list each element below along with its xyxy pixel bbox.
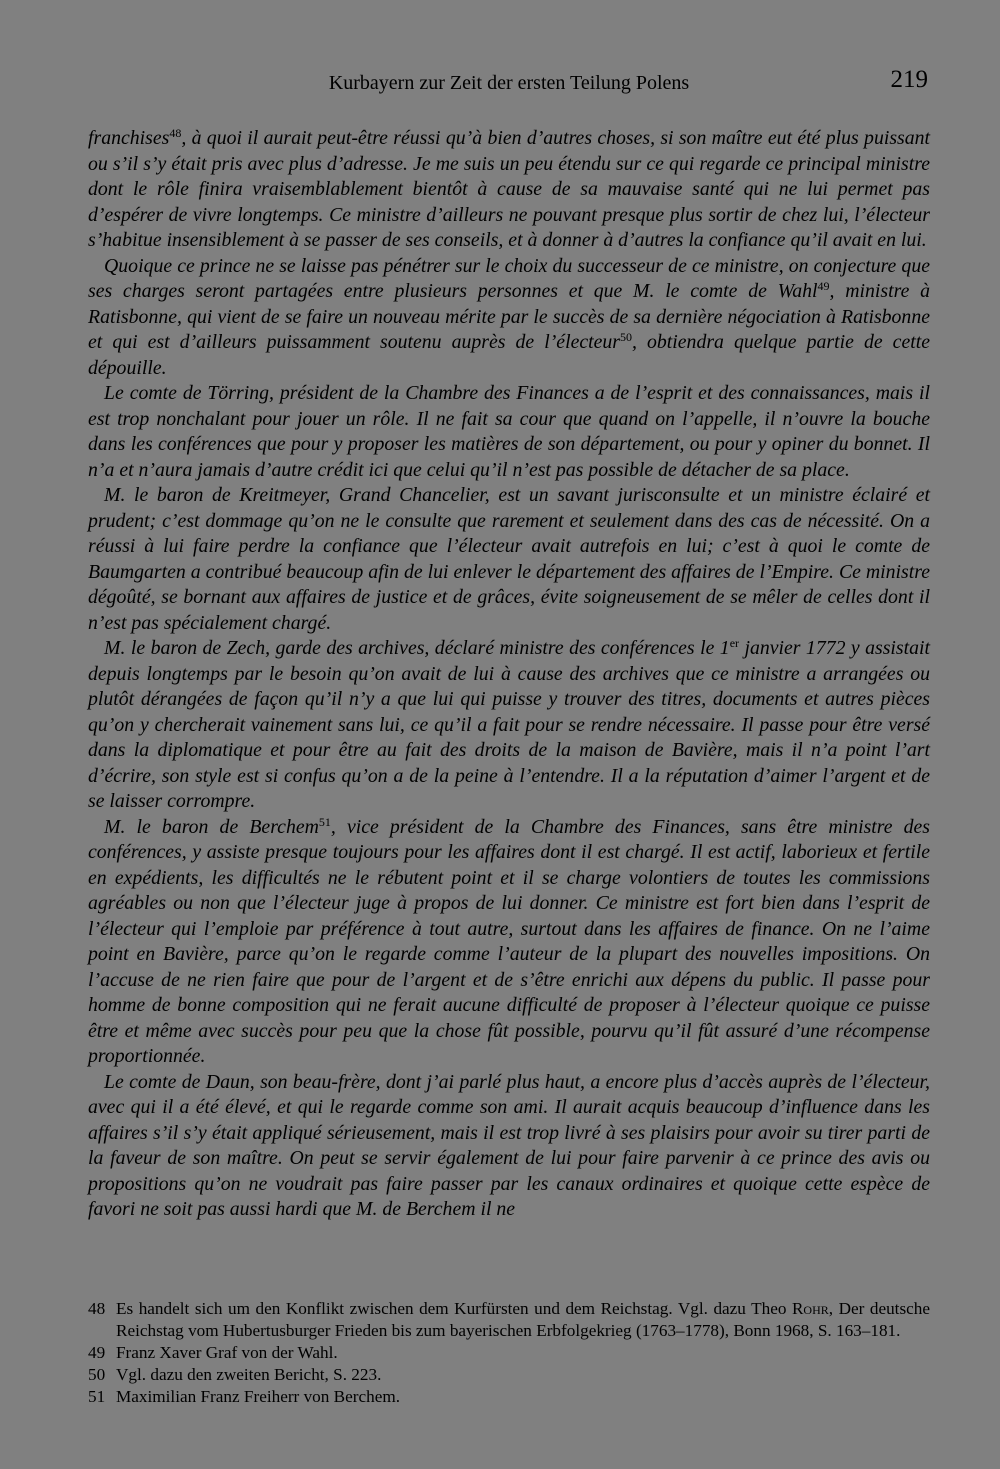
paragraph: [88, 815, 930, 1070]
text-run: Vgl. dazu den zweiten Bericht, S. 223.: [116, 1365, 382, 1384]
footnote-number: 51: [88, 1387, 106, 1406]
text-run: Maximilian Franz Freiherr von Berchem.: [116, 1387, 400, 1406]
text-run: , obtiendra quelque partie de cette dépouille.: [88, 331, 930, 379]
footnote-number: 49: [88, 1343, 106, 1362]
text-run: M. le baron de Berchem: [104, 815, 319, 838]
footnote-ref: 48: [169, 126, 182, 140]
text-run: M. le baron de Zech, garde des archives, déclaré ministre des conférences le 1: [104, 637, 730, 659]
text-run: janvier 1772 y assistait depuis longtemps par le besoin qu’on avait de lui à cause des archives que ce ministre a arrangées ou plutôt dérangées de façon qu’il n’y a que lui qui puisse y trouver des titres, documents et autres pièces qu’on y chercherait vainement sans lui, ce qu’il a fait pour se rendre nécessaire. Il passe pour être versé dans la diplomatique et pour être au fait des droits de la maison de Bavière, mais il n’a point l’art d’écrire, son style est si confus qu’on a de la peine à l’entendre. Il a la réputation d’aimer l’argent et de se laisser corrompre.: [88, 637, 930, 812]
text-run: Franz Xaver Graf von der Wahl.: [116, 1343, 338, 1362]
text-run: Es handelt sich um den Konflikt zwischen dem Kurfürsten und dem Reichstag. Vgl. dazu Theo: [116, 1299, 792, 1318]
footnote-text: [116, 1364, 930, 1386]
paragraph: [88, 1070, 930, 1223]
paragraph: [88, 483, 930, 636]
text-run: M. le baron de Kreitmeyer, Grand Chancelier, est un savant jurisconsulte et un ministre éclairé et prudent; c’est dommage qu’on ne le consulte que rarement et seulement dans des cas de nécessité. On a réussi à lui faire perdre la confiance que l’électeur avait autrefois en lui; c’est à quoi le comte de Baumgarten a contribué beaucoup afin de lui enlever le département des affaires de l’Empire. Ce ministre dégoûté, se bornant aux affaires de justice et de grâces, évite soigneusement de se mêler de celles dont il n’est pas spécialement chargé.: [88, 484, 930, 634]
text-run: Le comte de Törring, président de la Chambre des Finances a de l’esprit et des connaissances, mais il est trop nonchalant pour jouer un rôle. Il ne fait sa cour que quand on l’appelle, il n’ouvre la bouche dans les conférences que pour y proposer les matières de son département, ou pour y opiner du bonnet. Il n’a et n’aura jamais d’autre crédit ici que celui qu’il n’est pas possible de détacher de sa place.: [88, 382, 930, 481]
footnote-text: [116, 1342, 930, 1364]
footnote-ref: er: [729, 636, 740, 650]
text-run: , à quoi il aurait peut-être réussi qu’à bien d’autres choses, si son maître eut été plus puissant ou s’il s’y était pris avec plus d’adresse. Je me suis un peu étendu sur ce qui regarde ce principal ministre dont le rôle finira vraisemblablement bientôt à cause de sa mauvaise santé qui ne lui permet pas d’espérer de vivre longtemps. Ce ministre d’ailleurs ne pouvant presque plus sortir de chez lui, l’électeur s’habitue insensiblement à se passer de ses conseils, et à donner à d’autres la confiance qu’il avait en lui.: [88, 127, 930, 251]
running-title: Kurbayern zur Zeit der ersten Teilung Polens: [328, 72, 690, 94]
body-text: [88, 126, 930, 1223]
page-header: [88, 66, 930, 106]
footnote: [88, 1342, 930, 1364]
footnote: [88, 1386, 930, 1408]
footnote-text: [116, 1386, 930, 1408]
footnote: [88, 1298, 930, 1342]
footnote-number: 48: [88, 1299, 106, 1318]
text-run: , vice président de la Chambre des Finances, sans être ministre des conférences, y assiste presque toujours pour les affaires dont il est chargé. Il est actif, laborieux et fertile en expédients, les difficultés ne le rébutent point et il se charge volontiers de toutes les commissions agréables ou non que l’électeur juge à propos de lui donner. Ce ministre est fort bien dans l’esprit de l’électeur qui l’emploie par préférence à tout autre, surtout dans les affaires de finance. On ne l’aime point en Bavière, parce qu’on le regarde comme l’auteur de la plupart des nouvelles impositions. On l’accuse de ne rien faire que pour de l’argent et de s’être enrichi aux dépens du public. Il passe pour homme de bonne composition qui ne ferait aucune difficulté de proposer à l’électeur quoique ce puisse être et même avec succès pour peu que la chose fût possible, pourvu qu’il fût assuré d’une récompense proportionnée.: [88, 815, 930, 1067]
footnote: [88, 1364, 930, 1386]
paragraph: [88, 254, 930, 382]
footnote-ref: 50: [620, 330, 632, 344]
text-run: Quoique ce prince ne se laisse pas pénétrer sur le choix du successeur de ce ministre, on conjecture que ses charges seront partagées entre plusieurs personnes et que M. le comte de Wahl: [88, 254, 930, 302]
footnote-number: 50: [88, 1365, 106, 1384]
text-run: franchises: [88, 127, 170, 149]
paragraph: [88, 126, 930, 254]
text-run: , ministre à Ratisbonne, qui vient de se faire un nouveau mérite par le succès de sa dernière négociation à Ratisbonne et qui est d’ailleurs puissamment soutenu auprès de l’électeur: [88, 280, 930, 353]
footnotes: [88, 1298, 930, 1408]
text-run: Le comte de Daun, son beau-frère, dont j’ai parlé plus haut, a encore plus d’accès auprès de l’électeur, avec qui il a été élevé, et qui le regarde comme son ami. Il aurait acquis beaucoup d’influence dans les affaires s’il s’y était appliqué sérieusement, mais il est trop livré à ses plaisirs pour avoir su tirer parti de la faveur de son maître. On peut se servir également de lui pour faire parvenir à ce prince des avis ou propositions qu’on ne voudrait pas faire passer par les canaux ordinaires et quoique cette espèce de favori ne soit pas aussi hardi que M. de Berchem il ne: [88, 1070, 930, 1220]
paragraph: [88, 381, 930, 483]
footnote-ref: 51: [318, 814, 331, 829]
author-name: Rohr: [791, 1299, 829, 1318]
paragraph: [88, 636, 930, 815]
footnote-ref: 49: [817, 279, 830, 293]
footnote-text: [116, 1298, 930, 1342]
text-run: , Der deutsche Reichstag vom Hubertusburger Frieden bis zum bayerischen Erbfolgekrieg (1763–1778), Bonn 1968, S. 163–181.: [116, 1299, 930, 1340]
page-number: 219: [890, 66, 928, 93]
